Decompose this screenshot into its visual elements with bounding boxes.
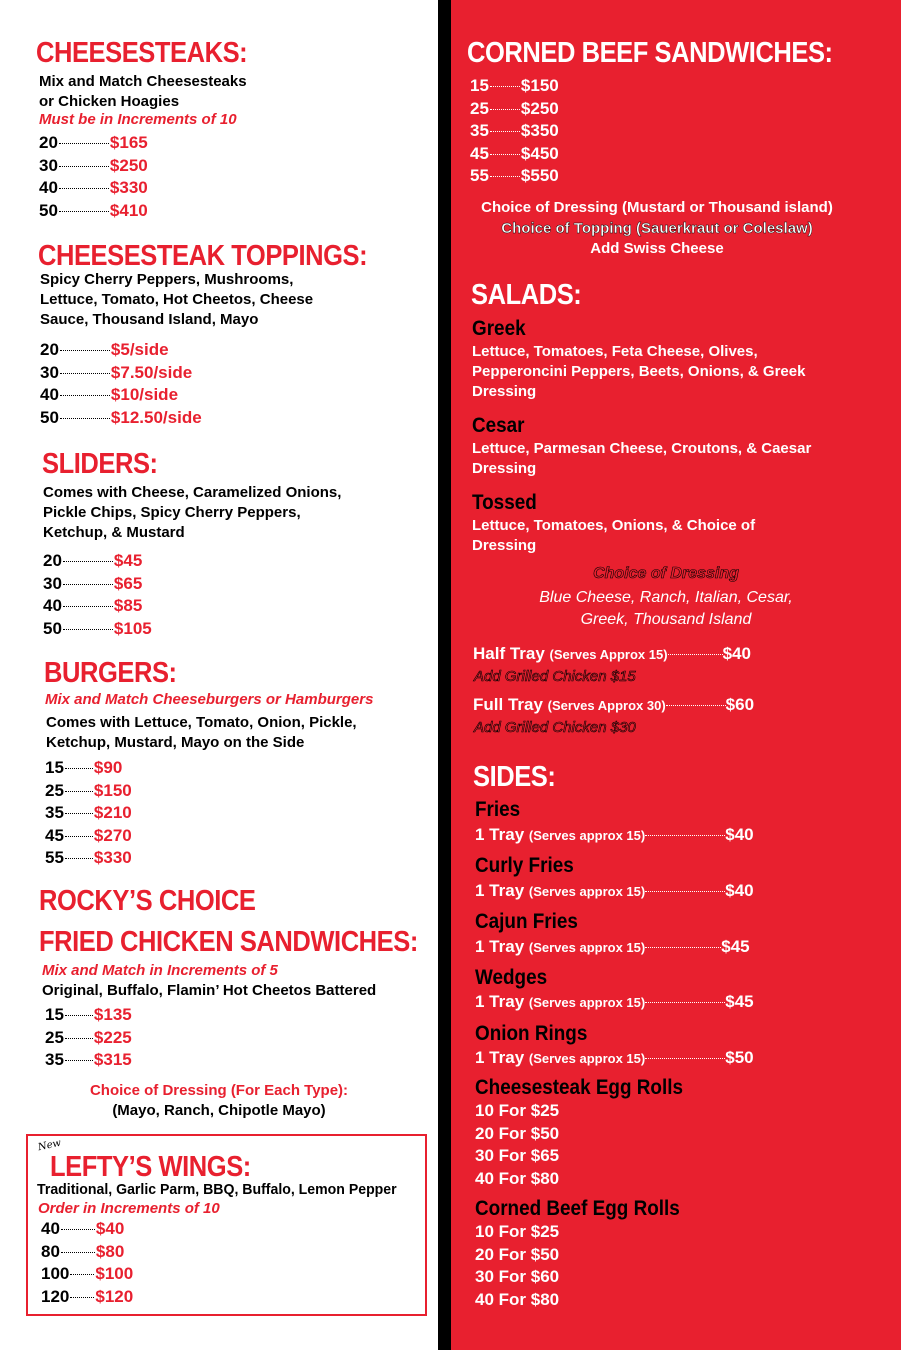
- chicken-title-2: FRIED CHICKEN SANDWICHES:: [39, 926, 418, 958]
- salad-half-tray-row: Half Tray (Serves Approx 15) $40: [473, 644, 751, 663]
- price-row: 100 $100: [41, 1264, 134, 1283]
- side-name-onion-rings: Onion Rings: [475, 1022, 588, 1045]
- salad-full-add-chicken: Add Grilled Chicken $30: [474, 719, 636, 736]
- salad-full-tray-row: Full Tray (Serves Approx 30) $60: [473, 695, 755, 714]
- price-row: 45 $450: [470, 143, 559, 163]
- cheesesteaks-desc-2: or Chicken Hoagies: [39, 93, 180, 110]
- cheesesteak-egg-rolls-list: [475, 1100, 559, 1190]
- wings-title: LEFTY’S WINGS:: [50, 1151, 251, 1183]
- right-panel: [451, 0, 901, 1350]
- toppings-desc-2: Lettuce, Tomato, Hot Cheetos, Cheese: [40, 291, 314, 308]
- side-tray-row: 1 Tray (Serves approx 15) $40: [475, 881, 754, 900]
- price-row: 35 $210: [45, 803, 132, 822]
- salad-dressing-list-2: Greek, Thousand Island: [580, 611, 752, 628]
- chicken-price-list: [45, 1004, 132, 1072]
- sliders-title: SLIDERS:: [42, 448, 158, 480]
- wings-price-list: [41, 1218, 133, 1308]
- salad-dressing-title: Choice of Dressing: [593, 565, 739, 582]
- price-row: 15 $135: [45, 1005, 132, 1024]
- price-row: 40 $10/side: [40, 385, 179, 404]
- list-item: 10 For $25: [475, 1222, 560, 1241]
- chicken-desc-1: Original, Buffalo, Flamin’ Hot Cheetos Battered: [42, 982, 377, 999]
- list-item: 40 For $80: [475, 1289, 560, 1309]
- chicken-dressing-list: (Mayo, Ranch, Chipotle Mayo): [112, 1102, 326, 1119]
- sides-title: SIDES:: [473, 761, 556, 793]
- corned-beef-option-2: Choice of Topping (Sauerkraut or Coleslaw): [501, 220, 813, 237]
- salad-greek-desc-1: Lettuce, Tomatoes, Feta Cheese, Olives,: [472, 343, 758, 360]
- price-row: 25 $225: [45, 1027, 132, 1047]
- salad-dressing-list-1: Blue Cheese, Ranch, Italian, Cesar,: [539, 589, 793, 606]
- price-row: 120 $120: [41, 1286, 134, 1306]
- price-row: 50 $410: [39, 200, 148, 220]
- list-item: 20 For $50: [475, 1123, 560, 1143]
- sliders-price-list: [43, 550, 152, 640]
- price-row: 25 $150: [45, 780, 132, 800]
- salad-greek-desc-3: Dressing: [472, 383, 537, 400]
- wings-note: Order in Increments of 10: [38, 1200, 220, 1217]
- cheesesteaks-desc-1: Mix and Match Cheesesteaks: [39, 73, 247, 90]
- toppings-desc-3: Sauce, Thousand Island, Mayo: [40, 311, 259, 328]
- wings-new-badge: New: [37, 1137, 63, 1154]
- price-row: 30 $250: [39, 155, 148, 175]
- burgers-desc-2: Ketchup, Mustard, Mayo on the Side: [46, 734, 305, 751]
- price-row: 45 $270: [45, 825, 132, 845]
- price-row: 50 $12.50/side: [40, 407, 202, 427]
- corned-beef-egg-rolls-list: [475, 1221, 559, 1311]
- price-row: 30 $7.50/side: [40, 362, 193, 382]
- price-row: 55 $550: [470, 166, 559, 185]
- side-tray-row: 1 Tray (Serves approx 15) $45: [475, 937, 750, 956]
- price-row: 30 $65: [43, 573, 143, 593]
- price-row: 35 $315: [45, 1050, 132, 1069]
- list-item: 20 For $50: [475, 1244, 560, 1264]
- salad-tossed-desc-1: Lettuce, Tomatoes, Onions, & Choice of: [472, 517, 756, 534]
- corned-beef-option-1: Choice of Dressing (Mustard or Thousand island): [481, 199, 833, 216]
- cheesesteaks-note: Must be in Increments of 10: [39, 111, 237, 128]
- salad-cesar-desc-1: Lettuce, Parmesan Cheese, Croutons, & Caesar: [472, 440, 812, 457]
- chicken-note: Mix and Match in Increments of 5: [42, 962, 278, 979]
- price-row: 50 $105: [43, 618, 152, 638]
- list-item: 30 For $60: [475, 1267, 560, 1286]
- side-name-curly-fries: Curly Fries: [475, 854, 574, 877]
- center-divider: [438, 0, 451, 1350]
- price-row: 35 $350: [470, 121, 559, 140]
- cheesesteaks-title: CHEESESTEAKS:: [36, 37, 248, 69]
- burgers-note: Mix and Match Cheeseburgers or Hamburgers: [45, 691, 374, 708]
- price-row: 15 $90: [45, 758, 123, 777]
- side-name-fries: Fries: [475, 798, 521, 821]
- salad-tossed-name: Tossed: [472, 491, 537, 514]
- salad-half-add-chicken: Add Grilled Chicken $15: [474, 668, 636, 685]
- price-row: 40 $85: [43, 596, 143, 615]
- toppings-title: CHEESESTEAK TOPPINGS:: [38, 240, 368, 272]
- cheesesteaks-price-list: [39, 132, 148, 222]
- corned-beef-title: CORNED BEEF SANDWICHES:: [467, 37, 833, 69]
- price-row: 20 $5/side: [40, 340, 169, 359]
- burgers-title: BURGERS:: [44, 657, 177, 689]
- price-row: 25 $250: [470, 98, 559, 118]
- side-tray-row: 1 Tray (Serves approx 15) $40: [475, 825, 754, 844]
- list-item: 40 For $80: [475, 1168, 560, 1188]
- price-row: 80 $80: [41, 1241, 125, 1261]
- price-row: 40 $40: [41, 1219, 125, 1238]
- sliders-desc-1: Comes with Cheese, Caramelized Onions,: [43, 484, 342, 501]
- side-name-cajun-fries: Cajun Fries: [475, 910, 578, 933]
- price-row: 15 $150: [470, 76, 559, 95]
- salad-greek-desc-2: Pepperoncini Peppers, Beets, Onions, & Greek: [472, 363, 806, 380]
- side-tray-row: 1 Tray (Serves approx 15) $50: [475, 1048, 754, 1067]
- sliders-desc-3: Ketchup, & Mustard: [43, 524, 185, 541]
- chicken-title-1: ROCKY’S CHOICE: [39, 885, 256, 917]
- list-item: 10 For $25: [475, 1101, 560, 1120]
- burgers-price-list: [45, 757, 132, 870]
- corned-beef-option-3: Add Swiss Cheese: [590, 240, 724, 257]
- side-name-wedges: Wedges: [475, 966, 548, 989]
- toppings-desc-1: Spicy Cherry Peppers, Mushrooms,: [40, 271, 294, 288]
- salad-greek-name: Greek: [472, 317, 526, 340]
- price-row: 20 $165: [39, 133, 148, 152]
- corned-beef-price-list: [470, 75, 559, 188]
- chicken-dressing-title: Choice of Dressing (For Each Type):: [89, 1082, 349, 1099]
- burgers-desc-1: Comes with Lettuce, Tomato, Onion, Pickle,: [46, 714, 357, 731]
- salad-cesar-desc-2: Dressing: [472, 460, 537, 477]
- salad-cesar-name: Cesar: [472, 414, 525, 437]
- sliders-desc-2: Pickle Chips, Spicy Cherry Peppers,: [43, 504, 301, 521]
- salad-tossed-desc-2: Dressing: [472, 537, 537, 554]
- toppings-price-list: [40, 339, 202, 429]
- side-tray-row: 1 Tray (Serves approx 15) $45: [475, 992, 754, 1011]
- salads-title: SALADS:: [471, 279, 582, 311]
- price-row: 20 $45: [43, 551, 143, 570]
- price-row: 40 $330: [39, 178, 148, 197]
- side-name-cheesesteak-egg-rolls: Cheesesteak Egg Rolls: [475, 1076, 683, 1099]
- wings-desc-1: Traditional, Garlic Parm, BBQ, Buffalo, Lemon Pepper: [37, 1181, 397, 1198]
- price-row: 55 $330: [45, 848, 132, 867]
- left-panel: [0, 0, 438, 1350]
- side-name-corned-beef-egg-rolls: Corned Beef Egg Rolls: [475, 1197, 680, 1220]
- list-item: 30 For $65: [475, 1146, 560, 1165]
